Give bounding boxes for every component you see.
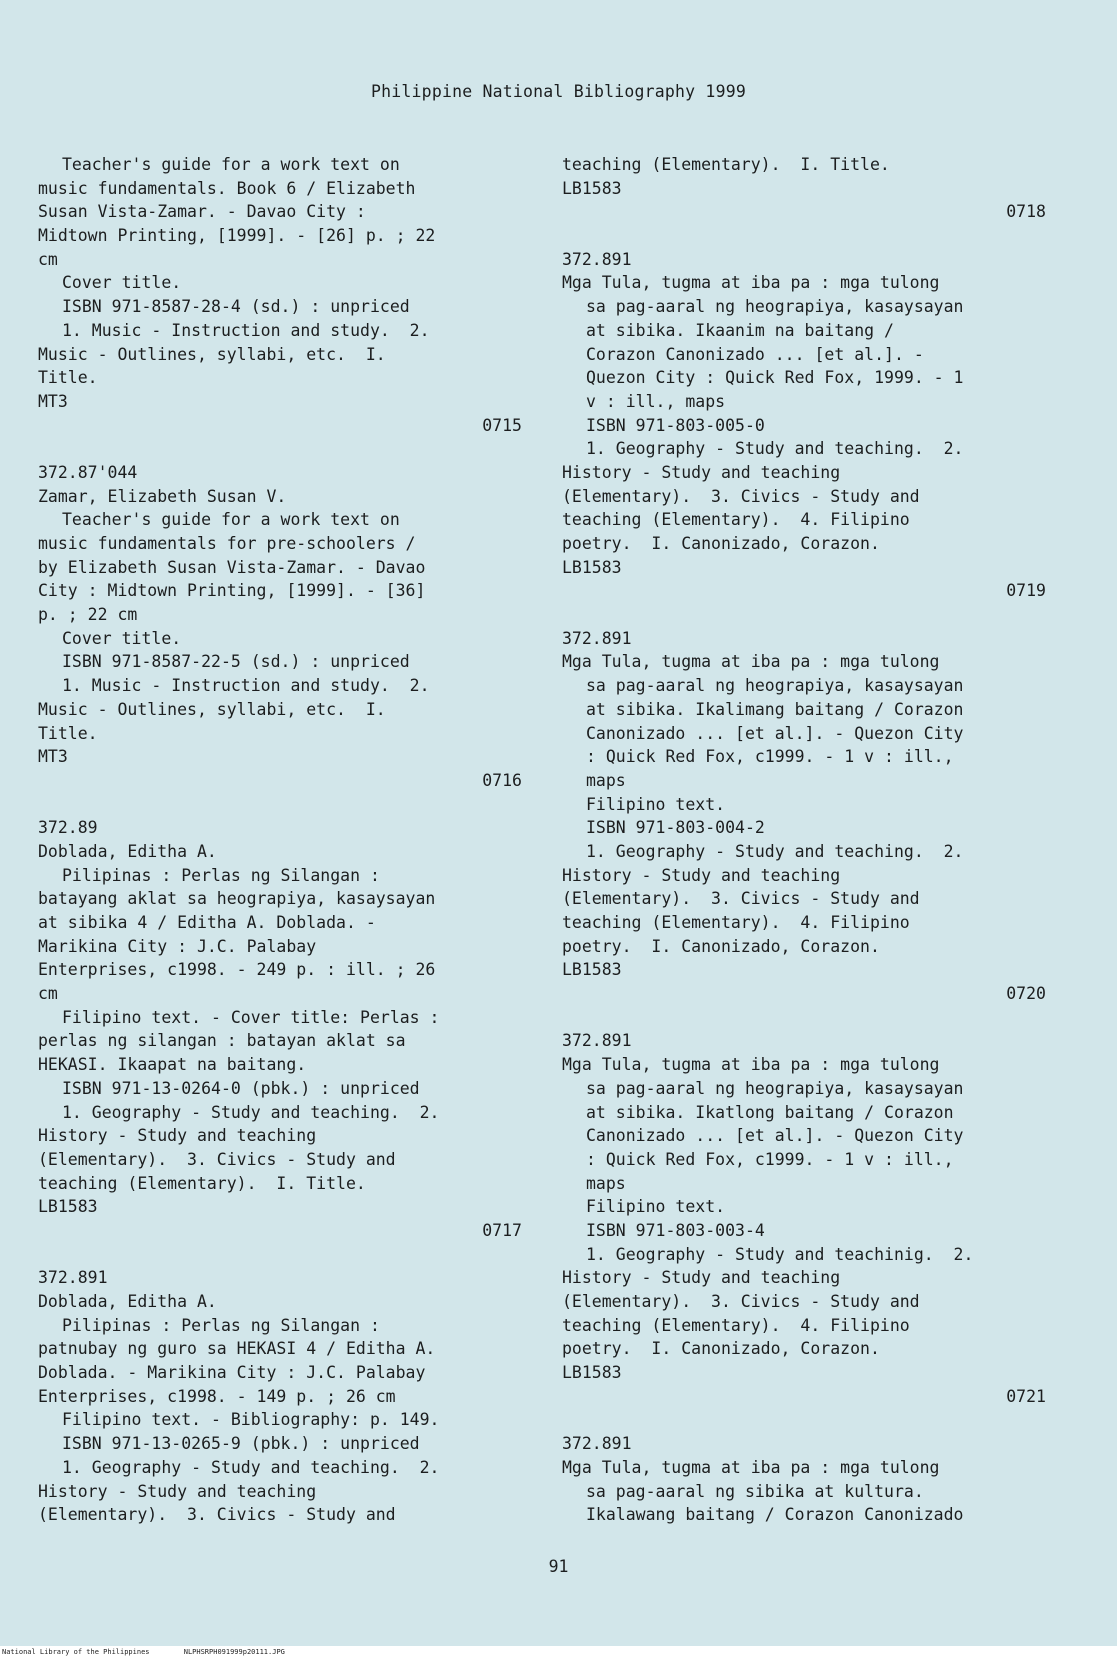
entry-line: 372.891 — [562, 249, 632, 269]
page-number: 91 — [548, 1557, 569, 1576]
entry-line: by Elizabeth Susan Vista-Zamar. - Davao — [38, 557, 426, 577]
entry-line: City : Midtown Printing, [1999]. - [36] — [38, 581, 426, 601]
entry-line: Doblada, Editha A. — [38, 1292, 217, 1311]
entry-line: ISBN 971-13-0264-0 (pbk.) : unpriced — [62, 1078, 420, 1098]
entry-line — [562, 1006, 1052, 1030]
entry-line: 372.87'044 — [38, 462, 138, 482]
entry-line: (Elementary). 3. Civics - Study and — [562, 486, 920, 506]
entry-line: MT3 — [38, 747, 68, 767]
entry-line: LB1583 — [562, 178, 622, 198]
entry-line: perlas ng silangan : batayan aklat sa — [38, 1031, 406, 1051]
entry-line: Title. — [38, 723, 98, 743]
entry-line: Pilipinas : Perlas ng Silangan : — [62, 865, 380, 885]
entry-line: sa pag-aaral ng sibika at kultura. — [586, 1481, 924, 1501]
entry-line: History - Study and teaching — [562, 1268, 841, 1288]
entry-line: 372.89 — [38, 818, 98, 838]
entry-line: : Quick Red Fox, c1999. - 1 v : ill., — [586, 747, 954, 767]
entry-line: Mga Tula, tugma at iba pa : mga tulong — [562, 273, 940, 293]
entry-line: 372.891 — [38, 1268, 108, 1288]
left-column — [38, 153, 528, 1527]
entry-line: teaching (Elementary). 4. Filipino — [562, 1315, 910, 1335]
entry-line: Teacher's guide for a work text on — [62, 155, 400, 174]
entry-line: Filipino text. - Cover title: Perlas : — [62, 1007, 440, 1027]
footer-library: National Library of the Philippines — [2, 1648, 150, 1656]
entry-line — [38, 793, 528, 817]
entry-line: Filipino text. — [586, 794, 726, 814]
entry-line — [38, 437, 528, 461]
entry-line: music fundamentals for pre-schoolers / — [38, 534, 416, 553]
entry-line: ISBN 971-8587-22-5 (sd.) : unpriced — [62, 652, 410, 672]
entry-line: 372.891 — [562, 628, 632, 648]
entry-line: LB1583 — [38, 1197, 98, 1217]
entry-line: Canonizado ... [et al.]. - Quezon City — [586, 1126, 964, 1146]
entry-line: (Elementary). 3. Civics - Study and — [562, 889, 920, 909]
entry-line: at sibika. Ikalimang baitang / Corazon — [586, 699, 964, 719]
entry-line: Zamar, Elizabeth Susan V. — [38, 486, 287, 506]
entry-number: 0716 — [482, 770, 522, 790]
entry-line: 1. Geography - Study and teaching. 2. — [586, 841, 964, 861]
entry-line: Music - Outlines, syllabi, etc. I. — [38, 344, 386, 364]
entry-line: Filipino text. — [586, 1197, 726, 1217]
entry-line: 1. Geography - Study and teaching. 2. — [62, 1102, 440, 1122]
entry-number: 0719 — [1006, 581, 1046, 601]
entry-line: (Elementary). 3. Civics - Study and — [38, 1149, 396, 1169]
entry-line: Susan Vista-Zamar. - Davao City : — [38, 202, 366, 222]
entry-line: 1. Music - Instruction and study. 2. — [62, 676, 430, 696]
entry-number: 0715 — [482, 415, 522, 435]
entry-line — [562, 603, 1052, 627]
entry-line: ISBN 971-13-0265-9 (pbk.) : unpriced — [62, 1434, 420, 1454]
entry-line: LB1583 — [562, 1363, 622, 1383]
entry-line: poetry. I. Canonizado, Corazon. — [562, 1339, 880, 1359]
entry-line: Enterprises, c1998. - 249 p. : ill. ; 26 — [38, 960, 436, 980]
entry-line: 1. Geography - Study and teaching. 2. — [586, 439, 964, 459]
entry-number: 0720 — [1006, 984, 1046, 1004]
entry-line: cm — [38, 984, 58, 1004]
entry-line: maps — [586, 770, 626, 790]
entry-line: v : ill., maps — [586, 391, 726, 411]
entry-line: ISBN 971-8587-28-4 (sd.) : unpriced — [62, 297, 410, 317]
page-header: Philippine National Bibliography 1999 — [371, 82, 746, 101]
entry-line: Mga Tula, tugma at iba pa : mga tulong — [562, 1457, 940, 1477]
entry-line: Cover title. — [62, 628, 182, 648]
right-column — [562, 153, 1052, 1527]
entry-line: Corazon Canonizado ... [et al.]. - — [586, 344, 924, 364]
entry-line: Pilipinas : Perlas ng Silangan : — [62, 1315, 380, 1335]
entry-line: batayang aklat sa heograpiya, kasaysayan — [38, 889, 436, 909]
entry-line: 1. Geography - Study and teachinig. 2. — [586, 1244, 974, 1264]
entry-line: Filipino text. - Bibliography: p. 149. — [62, 1410, 440, 1430]
entry-line: music fundamentals. Book 6 / Elizabeth — [38, 178, 416, 198]
entry-line: teaching (Elementary). 4. Filipino — [562, 510, 910, 530]
entry-line: ISBN 971-803-003-4 — [586, 1220, 765, 1240]
entry-line: sa pag-aaral ng heograpiya, kasaysayan — [586, 1078, 964, 1098]
entry-line: teaching (Elementary). I. Title. — [562, 155, 890, 174]
entry-line: Midtown Printing, [1999]. - [26] p. ; 22 — [38, 226, 436, 246]
entry-line — [562, 1408, 1052, 1432]
entry-line: History - Study and teaching — [562, 865, 841, 885]
entry-line: sa pag-aaral ng heograpiya, kasaysayan — [586, 297, 964, 317]
entry-line: Title. — [38, 368, 98, 388]
entry-line: sa pag-aaral ng heograpiya, kasaysayan — [586, 676, 964, 696]
entry-number: 0717 — [482, 1220, 522, 1240]
entry-line: : Quick Red Fox, c1999. - 1 v : ill., — [586, 1149, 954, 1169]
entry-line: Marikina City : J.C. Palabay — [38, 936, 317, 956]
entry-number: 0721 — [1006, 1386, 1046, 1406]
entry-line: LB1583 — [562, 960, 622, 980]
entry-line: MT3 — [38, 391, 68, 411]
entry-line — [562, 224, 1052, 248]
entry-number: 0718 — [1006, 202, 1046, 222]
entry-line: Mga Tula, tugma at iba pa : mga tulong — [562, 652, 940, 672]
footer-filename: NLPHSRPH091999p20111.JPG — [183, 1648, 285, 1656]
entry-line: Doblada. - Marikina City : J.C. Palabay — [38, 1363, 426, 1383]
entry-line: at sibika. Ikaanim na baitang / — [586, 320, 894, 340]
entry-line: ISBN 971-803-004-2 — [586, 818, 765, 838]
entry-line: Canonizado ... [et al.]. - Quezon City — [586, 723, 964, 743]
entry-line: 1. Music - Instruction and study. 2. — [62, 320, 430, 340]
entry-line: 372.891 — [562, 1031, 632, 1051]
entry-line: Mga Tula, tugma at iba pa : mga tulong — [562, 1055, 940, 1075]
entry-line: patnubay ng guro sa HEKASI 4 / Editha A. — [38, 1339, 436, 1359]
entry-line: teaching (Elementary). 4. Filipino — [562, 913, 910, 932]
entry-line: 1. Geography - Study and teaching. 2. — [62, 1457, 440, 1477]
entry-line: 372.891 — [562, 1434, 632, 1454]
entry-line: cm — [38, 249, 58, 269]
entry-line: ISBN 971-803-005-0 — [586, 415, 765, 435]
entry-line: poetry. I. Canonizado, Corazon. — [562, 534, 880, 553]
entry-line: Music - Outlines, syllabi, etc. I. — [38, 699, 386, 719]
entry-line: HEKASI. Ikaapat na baitang. — [38, 1055, 307, 1075]
scan-footer — [0, 1646, 1117, 1658]
entry-line — [38, 1243, 528, 1267]
entry-line: Ikalawang baitang / Corazon Canonizado — [586, 1505, 964, 1525]
entry-line: History - Study and teaching — [38, 1481, 317, 1501]
entry-line: at sibika 4 / Editha A. Doblada. - — [38, 913, 376, 932]
entry-line: maps — [586, 1173, 626, 1193]
entry-line: at sibika. Ikatlong baitang / Corazon — [586, 1102, 954, 1122]
entry-line: Teacher's guide for a work text on — [62, 510, 400, 530]
entry-line: (Elementary). 3. Civics - Study and — [38, 1505, 396, 1525]
entry-line: Enterprises, c1998. - 149 p. ; 26 cm — [38, 1386, 396, 1406]
entry-line: teaching (Elementary). I. Title. — [38, 1173, 366, 1193]
entry-line: LB1583 — [562, 557, 622, 577]
entry-line: Doblada, Editha A. — [38, 841, 217, 861]
entry-line: History - Study and teaching — [38, 1126, 317, 1146]
entry-line: poetry. I. Canonizado, Corazon. — [562, 936, 880, 956]
entry-line: History - Study and teaching — [562, 462, 841, 482]
entry-line: p. ; 22 cm — [38, 605, 138, 625]
entry-line: (Elementary). 3. Civics - Study and — [562, 1292, 920, 1311]
entry-line: Quezon City : Quick Red Fox, 1999. - 1 — [586, 368, 964, 388]
entry-line: Cover title. — [62, 273, 182, 293]
